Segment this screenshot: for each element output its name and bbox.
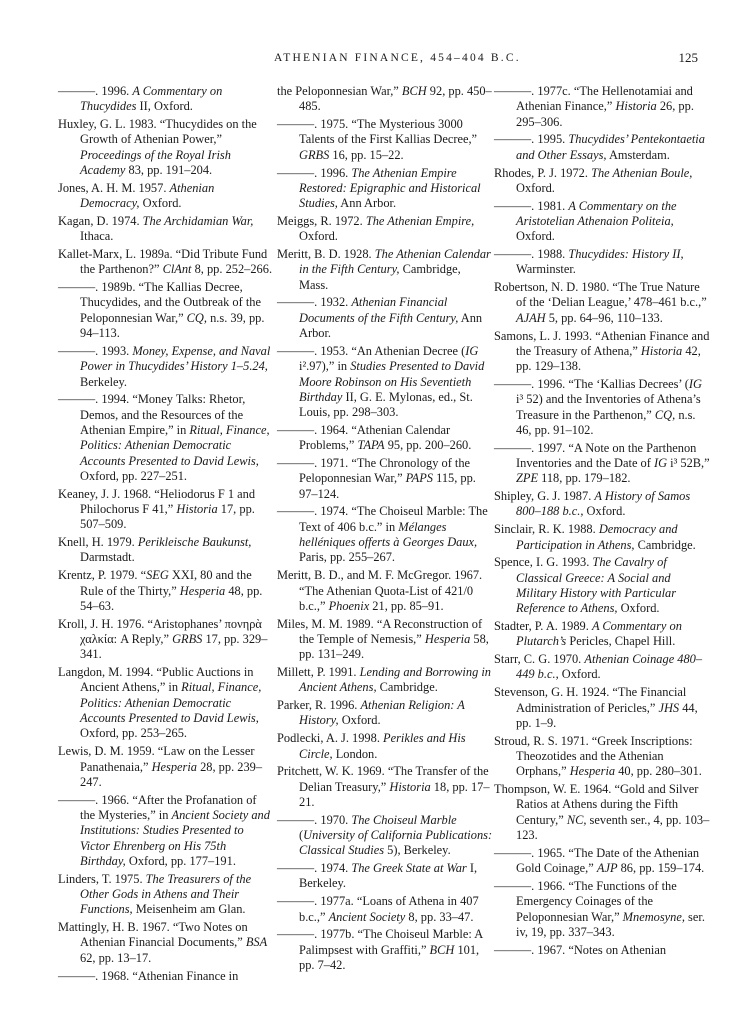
entry-text: Cambridge. xyxy=(634,537,696,552)
entry-text: ———. 1965. “The Date of the Athenian Gold Coinage,” xyxy=(494,845,700,876)
bibliography-entry xyxy=(277,117,493,163)
bibliography-entry xyxy=(494,441,710,487)
entry-text: Shipley, G. J. 1987. xyxy=(494,489,595,504)
entry-text: 48, pp. 54–63. xyxy=(80,583,263,613)
entry-text: i³ 52B,” xyxy=(667,456,710,471)
entry-text: 16, pp. 15–22. xyxy=(329,147,404,162)
entry-title-text: IG xyxy=(653,456,668,471)
bibliography-entry xyxy=(277,295,493,341)
entry-text: Oxford. xyxy=(338,713,381,728)
entry-title-text: Ritual, Finance, Politics: Athenian Democratic Accounts Presented to David Lewis, xyxy=(80,422,270,468)
bibliography-entry xyxy=(494,619,710,650)
entry-title-text: AJAH xyxy=(516,310,546,325)
entry-text: ———. 1977b. “The Choiseul Marble: A Palimpsest with Graffiti,” xyxy=(277,927,483,957)
entry-text: ———. 1974. “The Choiseul Marble: The Text of 406 b.c.” in xyxy=(277,504,488,534)
entry-title-text: A Commentary on Thucydides xyxy=(80,84,223,114)
entry-text: Oxford. xyxy=(139,196,182,211)
entry-text: Podlecki, A. J. 1998. xyxy=(277,731,384,746)
entry-text: Spence, I. G. 1993. xyxy=(494,555,593,570)
bibliography-entry xyxy=(58,214,274,245)
entry-text: 115, pp. 97–124. xyxy=(299,471,476,501)
bibliography-entry xyxy=(58,117,274,178)
entry-text: ———. 1989b. “The Kallias Decree, Thucydides, and the Outbreak of the Peloponnesian War,” xyxy=(58,280,261,325)
entry-title-text: TAPA xyxy=(357,438,385,453)
bibliography-entry xyxy=(494,652,710,683)
entry-title-text: The Choiseul Marble xyxy=(351,812,457,827)
entry-text: Miles, M. M. 1989. “A Reconstruction of the Temple of Nemesis,” xyxy=(277,616,483,646)
entry-title-text: IG xyxy=(465,343,479,358)
entry-text: ———. 1971. “The Chronology of the Peloponnesian War,” xyxy=(277,456,471,486)
bibliography-entry xyxy=(277,423,493,454)
entry-title-text: BCH xyxy=(429,942,455,957)
entry-title-text: CQ, xyxy=(654,407,676,422)
bibliography-entry xyxy=(494,555,710,616)
entry-text: 44, pp. 1–9. xyxy=(516,700,698,730)
bibliography-entry xyxy=(277,861,493,892)
entry-title-text: A History of Samos 800–188 b.c., xyxy=(516,489,691,519)
entry-text: Jones, A. H. M. 1957. xyxy=(58,180,170,195)
bibliography-entry xyxy=(58,181,274,212)
bibliography-entry xyxy=(494,280,710,326)
entry-text: 8, pp. 252–266. xyxy=(191,262,273,277)
entry-text: ———. 1988. xyxy=(494,247,569,261)
entry-text: 17, pp. 507–509. xyxy=(80,502,255,532)
entry-title-text: Money, Expense, and Naval Power in Thucydides’ History 1–5.24, xyxy=(80,343,271,374)
entry-title-text: JHS xyxy=(658,700,680,715)
entry-title-text: Perikleische Baukunst, xyxy=(137,535,252,550)
entry-text: Langdon, M. 1994. “Public Auctions in Ancient Athens,” in xyxy=(58,665,254,695)
entry-text: ———. 1995. xyxy=(494,132,569,147)
entry-text: Keaney, J. J. 1968. “Heliodorus F 1 and Philochorus F 41,” xyxy=(58,486,256,517)
bibliography-entry xyxy=(58,793,274,870)
bibliography-entry xyxy=(58,617,274,663)
entry-text: I, Berkeley. xyxy=(299,861,478,891)
entry-title-text: Phoenix xyxy=(328,598,370,613)
bibliography-entry xyxy=(494,247,710,278)
bibliography-entry xyxy=(494,489,710,520)
entry-title-text: Athenian Democracy, xyxy=(80,180,215,211)
entry-text: ———. 1967. “Notes on Athenian xyxy=(494,942,667,957)
entry-text: ———. 1997. “A Note on the Parthenon Inventories and the Date of xyxy=(494,440,697,471)
bibliography-entry xyxy=(277,813,493,859)
bibliography-entry xyxy=(277,698,493,729)
entry-title-text: Hesperia xyxy=(151,759,197,774)
entry-text: Stadter, P. A. 1989. xyxy=(494,619,592,634)
bibliography-entry xyxy=(277,504,493,565)
bibliography-entry xyxy=(58,665,274,742)
bibliography-entry xyxy=(277,927,493,973)
bibliography-entry xyxy=(58,872,274,918)
bibliography-column-3 xyxy=(494,84,710,960)
entry-text: Mattingly, H. B. 1967. “Two Notes on Athenian Financial Documents,” xyxy=(58,920,248,950)
entry-text: II, G. E. Mylonas, ed., St. Louis, pp. 298–303. xyxy=(299,389,473,420)
entry-text: Parker, R. 1996. xyxy=(277,698,361,713)
entry-text: Oxford. xyxy=(516,229,555,244)
entry-text: 17, pp. 329–341. xyxy=(80,631,268,662)
bibliography-entry xyxy=(58,344,274,390)
entry-title-text: GRBS xyxy=(172,631,203,646)
entry-title-text: Athenian Religion: A History, xyxy=(299,698,465,728)
entry-text: 92, pp. 450–485. xyxy=(299,84,492,114)
entry-text: Ithaca. xyxy=(80,229,114,244)
bibliography-column-1 xyxy=(58,84,274,986)
bibliography-entry xyxy=(277,617,493,663)
entry-text: Cambridge. xyxy=(376,680,438,695)
entry-title-text: The Treasurers of the Other Gods in Athens and Their Functions, xyxy=(80,871,252,917)
entry-title-text: The Athenian Calendar in the Fifth Century, xyxy=(299,247,491,277)
entry-text: Kagan, D. 1974. xyxy=(58,213,143,228)
entry-text: Samons, L. J. 1993. “Athenian Finance and the Treasury of Athena,” xyxy=(494,328,710,358)
entry-text: ———. 1996. xyxy=(277,165,352,180)
entry-text: ———. 1996. xyxy=(58,84,133,98)
bibliography-entry xyxy=(277,665,493,696)
entry-title-text: The Archidamian War, xyxy=(142,213,254,228)
entry-title-text: A Commentary on Plutarch’s xyxy=(516,619,682,649)
bibliography-entry xyxy=(494,943,710,958)
entry-text: 58, pp. 131–249. xyxy=(299,631,489,662)
page-number: 125 xyxy=(678,50,698,65)
entry-title-text: NC, xyxy=(566,812,587,827)
bibliography-entry xyxy=(494,84,710,130)
entry-title-text: Studies Presented to David Moore Robinson on His Seventieth Birthday xyxy=(299,359,485,404)
entry-title-text: Thucydides’ Pentekontaetia and Other Essays, xyxy=(516,132,705,162)
entry-text: Darmstadt. xyxy=(80,550,135,565)
bibliography-entry xyxy=(494,377,710,438)
entry-text: ———. 1993. xyxy=(58,343,133,358)
entry-text: 101, pp. 7–42. xyxy=(299,942,480,972)
entry-text: Oxford. xyxy=(617,601,660,616)
entry-title-text: The Athenian Boule, xyxy=(591,165,693,180)
entry-title-text: SEG xyxy=(146,568,169,583)
entry-text: Ann Arbor. xyxy=(299,310,483,341)
bibliography-column-2 xyxy=(277,84,493,976)
entry-text: 5), Berkeley. xyxy=(384,843,451,858)
entry-text: ser. iv, 19, pp. 337–343. xyxy=(516,909,705,939)
entry-text: ———. 1953. “An Athenian Decree ( xyxy=(277,343,466,358)
bibliography-entry xyxy=(58,744,274,790)
bibliography-entry xyxy=(277,456,493,502)
entry-text: Amsterdam. xyxy=(606,147,670,162)
bibliography-entry xyxy=(494,734,710,780)
bibliography-entry xyxy=(494,199,710,245)
bibliography-entry xyxy=(277,166,493,212)
bibliography-entry xyxy=(58,84,274,115)
entry-text: Berkeley. xyxy=(80,374,128,389)
entry-text: Lewis, D. M. 1959. “Law on the Lesser Panathenaia,” xyxy=(58,744,255,774)
entry-text: ———. 1932. xyxy=(277,295,352,310)
entry-title-text: GRBS xyxy=(299,147,330,162)
bibliography-entry xyxy=(277,214,493,245)
entry-title-text: Hesperia xyxy=(569,764,616,779)
entry-text: Cambridge, Mass. xyxy=(299,262,461,292)
entry-text: n.s. 39, pp. 94–113. xyxy=(80,310,265,341)
entry-text: Oxford, pp. 253–265. xyxy=(80,726,188,741)
entry-text: London. xyxy=(332,746,378,761)
entry-text: 40, pp. 280–301. xyxy=(615,764,702,779)
entry-text: ———. 1977c. “The Hellenotamiai and Athenian Finance,” xyxy=(494,84,693,114)
entry-text: ———. 1964. “Athenian Calendar Problems,” xyxy=(277,422,451,453)
entry-text: Robertson, N. D. 1980. “The True Nature of the ‘Delian League,’ 478–461 b.c.,” xyxy=(494,280,707,310)
entry-title-text: ClAnt xyxy=(162,262,192,277)
entry-text: 118, pp. 179–182. xyxy=(538,471,631,486)
entry-text: 62, pp. 13–17. xyxy=(80,950,152,965)
entry-title-text: Ancient Society and Institutions: Studies Presented to Victor Ehrenberg on His 75th Birthday, xyxy=(80,807,270,868)
entry-text: i³ 52) and the Inventories of Athena’s Treasure in the Parthenon,” xyxy=(516,392,701,422)
entry-text: 83, pp. 191–204. xyxy=(125,163,213,178)
bibliography-entry xyxy=(58,920,274,966)
bibliography-entry xyxy=(58,568,274,614)
entry-text: Meritt, B. D., and M. F. McGregor. 1967. “The Athenian Quota-List of 421/0 b.c.,” xyxy=(277,568,483,613)
entry-text: ———. 1981. xyxy=(494,198,569,213)
running-header xyxy=(60,52,698,72)
entry-title-text: Historia xyxy=(615,99,657,114)
entry-text: ———. 1974. xyxy=(277,861,352,876)
entry-text: ———. 1977a. “Loans of Athena in 407 b.c.,” xyxy=(277,894,479,924)
bibliography-entry xyxy=(494,132,710,163)
entry-title-text: Lending and Borrowing in Ancient Athens, xyxy=(299,665,491,695)
entry-text: Starr, C. G. 1970. xyxy=(494,652,585,667)
entry-title-text: Mélanges helléniques offerts à Georges Daux, xyxy=(299,519,478,550)
entry-text: Meisenheim am Glan. xyxy=(132,902,246,917)
entry-text: ———. 1970. xyxy=(277,812,352,827)
entry-title-text: A Commentary on the Aristotelian Athenaion Politeia, xyxy=(516,198,677,228)
entry-text: Oxford, pp. 177–191. xyxy=(125,853,236,868)
entry-title-text: Proceedings of the Royal Irish Academy xyxy=(80,147,231,178)
entry-title-text: Perikles and His Circle, xyxy=(299,731,466,761)
entry-text: Huxley, G. L. 1983. “Thucydides on the Growth of Athenian Power,” xyxy=(58,117,257,147)
entry-text: Pericles, Chapel Hill. xyxy=(566,634,676,649)
entry-text: Oxford. xyxy=(299,229,338,244)
entry-text: n.s. 46, pp. 91–102. xyxy=(516,407,696,437)
bibliography-entry xyxy=(494,329,710,375)
entry-text: II, Oxford. xyxy=(136,99,193,114)
entry-text: ———. 1968. “Athenian Finance in xyxy=(58,968,239,983)
entry-title-text: The Greek State at War xyxy=(351,861,467,876)
entry-text: ———. 1975. “The Mysterious 3000 Talents of the First Kallias Decree,” xyxy=(277,117,478,147)
entry-text: Millett, P. 1991. xyxy=(277,665,360,680)
entry-text: Meiggs, R. 1972. xyxy=(277,213,366,228)
bibliography-entry xyxy=(494,166,710,197)
entry-text: 28, pp. 239–247. xyxy=(80,759,263,789)
entry-text: 8, pp. 33–47. xyxy=(405,909,474,924)
entry-title-text: University of California Publications: Classical Studies xyxy=(299,828,493,858)
bibliography-entry xyxy=(58,280,274,341)
entry-title-text: The Athenian Empire Restored: Epigraphic and Historical Studies, xyxy=(299,165,481,211)
entry-text: the Peloponnesian War,” xyxy=(277,84,402,98)
entry-text: ———. 1966. “After the Profanation of the Mysteries,” in xyxy=(58,792,257,822)
entry-title-text: BSA xyxy=(245,935,268,950)
entry-title-text: BCH xyxy=(401,84,427,98)
entry-text: Paris, pp. 255–267. xyxy=(299,550,396,565)
entry-text: 21, pp. 85–91. xyxy=(369,598,444,613)
entry-title-text: Ancient Society xyxy=(328,909,406,924)
bibliography-entry xyxy=(277,568,493,614)
entry-text: 26, pp. 295–306. xyxy=(516,99,694,129)
entry-title-text: The Cavalry of Classical Greece: A Social and Military History with Particular Reference to Athens, xyxy=(516,555,677,616)
entry-title-text: Hesperia xyxy=(424,631,471,646)
bibliography-entry xyxy=(58,392,274,484)
bibliography-entry xyxy=(277,247,493,293)
entry-text: ———. 1996. “The ‘Kallias Decrees’ ( xyxy=(494,376,689,391)
bibliography-entry xyxy=(277,731,493,762)
entry-text: Warminster. xyxy=(516,262,576,277)
entry-text: i².97),” in xyxy=(299,359,351,374)
entry-text: Stroud, R. S. 1971. “Greek Inscriptions: Theozotides and the Athenian Orphans,” xyxy=(494,733,693,779)
entry-title-text: PAPS xyxy=(405,471,433,486)
entry-text: Knell, H. 1979. xyxy=(58,535,138,550)
bibliography-entry xyxy=(58,487,274,533)
entry-title-text: CQ, xyxy=(186,310,207,325)
entry-title-text: ZPE xyxy=(516,471,539,486)
bibliography-entry xyxy=(277,84,493,115)
entry-text: Kroll, J. H. 1976. “Aristophanes’ πονηρὰ χαλκία: A Reply,” xyxy=(58,616,262,646)
entry-text: Pritchett, W. K. 1969. “The Transfer of the Delian Treasury,” xyxy=(277,764,489,794)
entry-text: Oxford. xyxy=(516,180,555,195)
entry-title-text: The Athenian Empire, xyxy=(365,213,475,228)
entry-text: Oxford. xyxy=(558,667,601,682)
entry-title-text: AJP xyxy=(596,861,618,876)
entry-text: Oxford. xyxy=(583,504,626,519)
entry-text: Oxford, pp. 227–251. xyxy=(80,468,188,483)
entry-text: Sinclair, R. K. 1988. xyxy=(494,522,599,537)
entry-title-text: Historia xyxy=(176,502,218,517)
bibliography-entry xyxy=(494,879,710,940)
entry-title-text: Ritual, Finance, Politics: Athenian Democratic Accounts Presented to David Lewis, xyxy=(80,680,262,726)
entry-text: Stevenson, G. H. 1924. “The Financial Administration of Pericles,” xyxy=(494,685,687,715)
entry-title-text: Hesperia xyxy=(179,583,226,598)
entry-text: Kallet-Marx, L. 1989a. “Did Tribute Fund the Parthenon?” xyxy=(58,247,268,277)
entry-text: Ann Arbor. xyxy=(337,196,397,211)
bibliography-entry xyxy=(277,764,493,810)
running-title: ATHENIAN FINANCE, 454–404 B.C. xyxy=(274,52,521,64)
entry-text: 42, pp. 129–138. xyxy=(516,343,701,374)
entry-title-text: Historia xyxy=(389,779,431,794)
entry-text: XXI, 80 and the Rule of the Thirty,” xyxy=(80,568,252,598)
entry-text: 5, pp. 64–96, 110–133. xyxy=(545,310,663,325)
bibliography-entry xyxy=(58,247,274,278)
entry-title-text: Athenian Coinage 480–449 b.c., xyxy=(516,652,703,682)
bibliography-entry xyxy=(58,969,274,984)
bibliography-entry xyxy=(494,522,710,553)
entry-title-text: Thucydides: History II, xyxy=(568,247,684,261)
entry-text: Rhodes, P. J. 1972. xyxy=(494,165,592,180)
entry-text: Krentz, P. 1979. “ xyxy=(58,568,147,583)
entry-title-text: Democracy and Participation in Athens, xyxy=(516,522,678,552)
entry-text: Linders, T. 1975. xyxy=(58,871,146,886)
entry-text: Meritt, B. D. 1928. xyxy=(277,247,375,261)
entry-text: ———. 1966. “The Functions of the Emergency Coinages of the Peloponnesian War,” xyxy=(494,878,677,924)
entry-text: ———. 1994. “Money Talks: Rhetor, Demos, and the Resources of the Athenian Empire,” in xyxy=(58,392,246,437)
entry-text: seventh ser., 4, pp. 103–123. xyxy=(516,812,710,843)
bibliography-entry xyxy=(58,535,274,566)
entry-title-text: Historia xyxy=(640,343,683,358)
entry-text: 95, pp. 200–260. xyxy=(384,438,472,453)
entry-title-text: Mnemosyne, xyxy=(622,909,685,924)
bibliography-entry xyxy=(494,846,710,877)
bibliography-entry xyxy=(494,685,710,731)
bibliography-entry xyxy=(277,894,493,925)
bibliography-entry xyxy=(277,344,493,421)
entry-title-text: Athenian Financial Documents of the Fifth Century, xyxy=(299,295,459,325)
entry-text: Thompson, W. E. 1964. “Gold and Silver Ratios at Athens during the Fifth Century,” xyxy=(494,782,699,827)
entry-text: 18, pp. 17–21. xyxy=(299,779,490,809)
entry-text: ( xyxy=(299,828,304,843)
entry-title-text: IG xyxy=(688,376,702,391)
bibliography-entry xyxy=(494,782,710,843)
entry-text: 86, pp. 159–174. xyxy=(617,861,705,876)
